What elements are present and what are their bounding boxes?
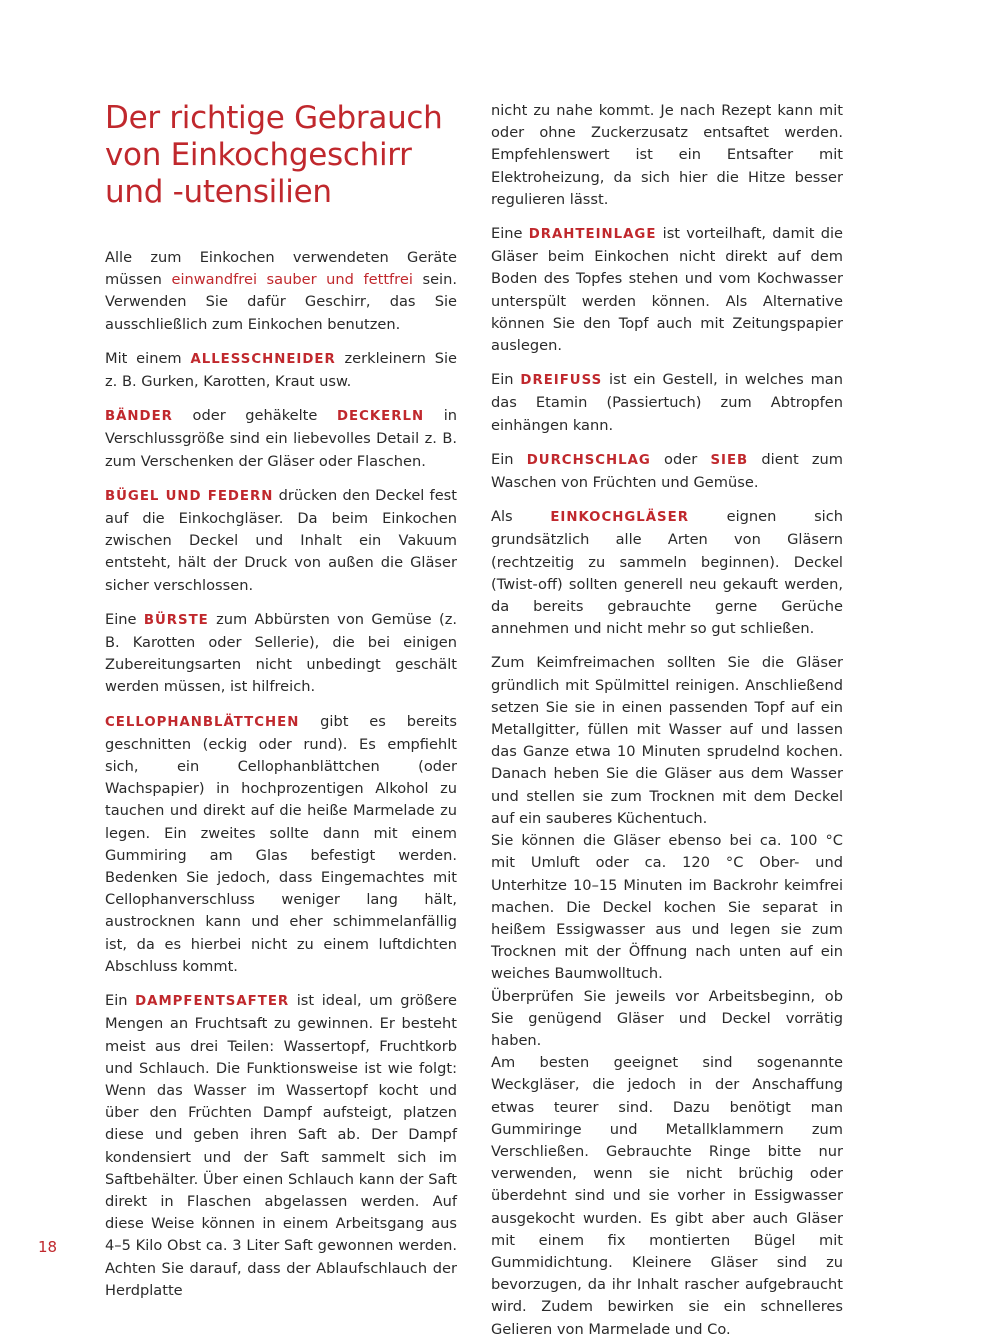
text: Mit einem: [105, 349, 191, 367]
keyword: CELLOPHANBLÄTTCHEN: [105, 714, 300, 730]
keyword: DAMPFENTSAFTER: [135, 994, 290, 1010]
paragraph-dampfentsafter: [105, 990, 457, 1302]
text: Eine: [105, 610, 144, 628]
text: ist vorteilhaft, damit die Gläser beim Einkochen nicht direkt auf dem Boden des Topfes stehen und vom Kochwasser unterspült werden können. Als Alternative können Sie den Topf auch mit Zeitungspapier auslegen.: [491, 225, 843, 355]
paragraph-drahteinlage: [491, 223, 843, 357]
text: sein. Verwenden Sie dafür Geschirr, das Sie ausschließlich zum Einkochen benutzen.: [105, 271, 457, 333]
paragraph-buerste: [105, 609, 457, 699]
text: in Verschlussgröße sind ein liebevolles Detail z. B. zum Verschenken der Gläser oder Flaschen.: [105, 407, 457, 470]
text: ist ideal, um größere Mengen an Fruchtsaft zu gewinnen. Er besteht meist aus drei Teilen: Wassertopf, Fruchtkorb und Schlauch. Die Funktionsweise ist wie folgt: Wenn das Wasser im Wassertopf kocht und über den Früchten Dampf aufsteigt, platzen diese und geben ihren Saft ab. Der Dampf kondensiert und der Saft sammelt sich im Saftbehälter. Über einen Schlauch kann der Saft direkt in Flaschen abgelassen werden. Auf diese Weise können in einem Arbeitsgang aus 4–5 Kilo Obst ca. 3 Liter Saft gewonnen werden. Achten Sie darauf, dass der Ablaufschlauch der Herdplatte: [105, 992, 457, 1299]
text: Ein: [491, 450, 527, 468]
text: oder: [650, 450, 711, 468]
highlight-text: einwandfrei sauber und fettfrei: [171, 271, 413, 289]
text: eignen sich grundsätzlich alle Arten von Gläsern (rechtzeitig zu sammeln beginnen). Deckel (Twist-off) sollten generell neu gekauft werden, da bereits gebrauchte gerne Gerüche annehmen und nicht mehr so gut schließen.: [491, 508, 843, 638]
keyword: DREIFUSS: [520, 373, 603, 389]
text: Ein: [105, 992, 136, 1010]
left-column: [105, 100, 457, 1314]
text: gibt es bereits geschnitten (eckig oder rund). Es empfiehlt sich, ein Cellophanblättchen (oder Wachspapier) in hochprozentigen Alkohol zu tauchen und direkt auf die heiße Marmelade zu legen. Ein zweites sollte dann mit einem Gummiring am Glas befestigt werden. Bedenken Sie jedoch, dass Eingemachtes mit Cellophanverschluss weniger lang hält, austrocknen kann und eher schimmelanfällig ist, da es hierbei nicht zu einem luftdichten Abschluss kommt.: [105, 712, 457, 975]
right-column: [491, 100, 843, 1341]
paragraph-intro: [105, 247, 457, 336]
text: oder gehäkelte: [172, 407, 337, 425]
paragraph-keimfrei-3: Überprüfen Sie jeweils vor Arbeitsbeginn, ob Sie genügend Gläser und Deckel vorrätig haben.: [491, 987, 843, 1049]
paragraph-dreifuss: [491, 369, 843, 437]
paragraph-allesschneider: [105, 348, 457, 393]
text: Alle zum Einkochen verwendeten Geräte müssen: [105, 249, 457, 289]
paragraph-keimfrei-2: Sie können die Gläser ebenso bei ca. 100 °C mit Umluft oder ca. 120 °C Ober- und Unterhitze 10–15 Minuten im Backrohr keimfrei machen. Die Deckel kochen Sie separat in heißem Essigwasser aus und legen sie zum Trocknen mit der Öffnung nach unten auf ein weiches Baumwolltuch.: [491, 832, 843, 983]
page-title: Der richtige Gebrauch von Einkochgeschirr und -utensilien: [105, 100, 443, 210]
paragraph-cellophan: [105, 711, 457, 978]
keyword: BÄNDER: [105, 409, 173, 425]
paragraph-baender: [105, 405, 457, 473]
text: Ein: [491, 371, 521, 389]
keyword: DRAHTEINLAGE: [528, 227, 657, 243]
keyword: DURCHSCHLAG: [526, 452, 651, 468]
paragraph-durchschlag: [491, 449, 843, 494]
paragraph-keimfrei-1: Zum Keimfreimachen sollten Sie die Gläser gründlich mit Spülmittel reinigen. Anschließend setzen Sie sie in einen passenden Topf auf ein Metallgitter, füllen mit Wasser auf und lassen das Ganze etwa 10 Minuten sprudelnd kochen. Danach heben Sie die Gläser aus dem Wasser und stellen sie zum Trocknen mit dem Deckel auf ein sauberes Küchentuch.: [491, 654, 843, 827]
paragraph-buegel: [105, 485, 457, 597]
text: Eine: [491, 225, 529, 243]
paragraph-continued: nicht zu nahe kommt. Je nach Rezept kann mit oder ohne Zuckerzusatz entsaftet werden. Empfehlenswert ist ein Entsafter mit Elektroheizung, da sich hier die Hitze besser regulieren lässt.: [491, 102, 843, 208]
keyword: SIEB: [710, 452, 749, 468]
text: dient zum Waschen von Früchten und Gemüse.: [491, 450, 843, 492]
text: Als: [491, 508, 551, 526]
keyword: BÜGEL UND FEDERN: [105, 488, 274, 504]
keyword: BÜRSTE: [143, 612, 209, 628]
text: zerkleinern Sie z. B. Gurken, Karotten, Kraut usw.: [105, 349, 457, 391]
page-number: 18: [38, 1238, 58, 1256]
text: drücken den Deckel fest auf die Einkochgläser. Da beim Einkochen zwischen Deckel und Inhalt ein Vakuum entsteht, hält der Druck von außen die Gläser sicher verschlossen.: [105, 486, 457, 594]
paragraph-weckglaeser: Am besten geeignet sind sogenannte Weckgläser, die jedoch in der Anschaffung etwas teurer sind. Dazu benötigt man Gummiringe und Metallklammern zum Verschließen. Gebrauchte Ringe bitte nur verwenden, wenn sie nicht brüchig oder überdehnt sind und sie vorher in Essigwasser ausgekocht wurden. Es gibt aber auch Gläser mit einem fix montierten Bügel mit Gummidichtung. Kleinere Gläser sind zu bevorzugen, da ihr Inhalt rascher aufgebraucht wird. Zudem bewirken sie ein schnelleres Gelieren von Marmelade und Co.: [491, 1054, 843, 1338]
paragraph-einkochglaeser: [491, 506, 843, 640]
keyword: ALLESSCHNEIDER: [190, 351, 336, 367]
text: ist ein Gestell, in welches man das Etamin (Passiertuch) zum Abtropfen einhängen kann.: [491, 371, 844, 434]
text: zum Abbürsten von Gemüse (z. B. Karotten oder Sellerie), die bei einigen Zubereitungsarten nicht unbedingt geschält werden müssen, ist hilfreich.: [105, 610, 457, 696]
keyword: EINKOCHGLÄSER: [550, 510, 689, 526]
keyword: DECKERLN: [336, 409, 425, 425]
